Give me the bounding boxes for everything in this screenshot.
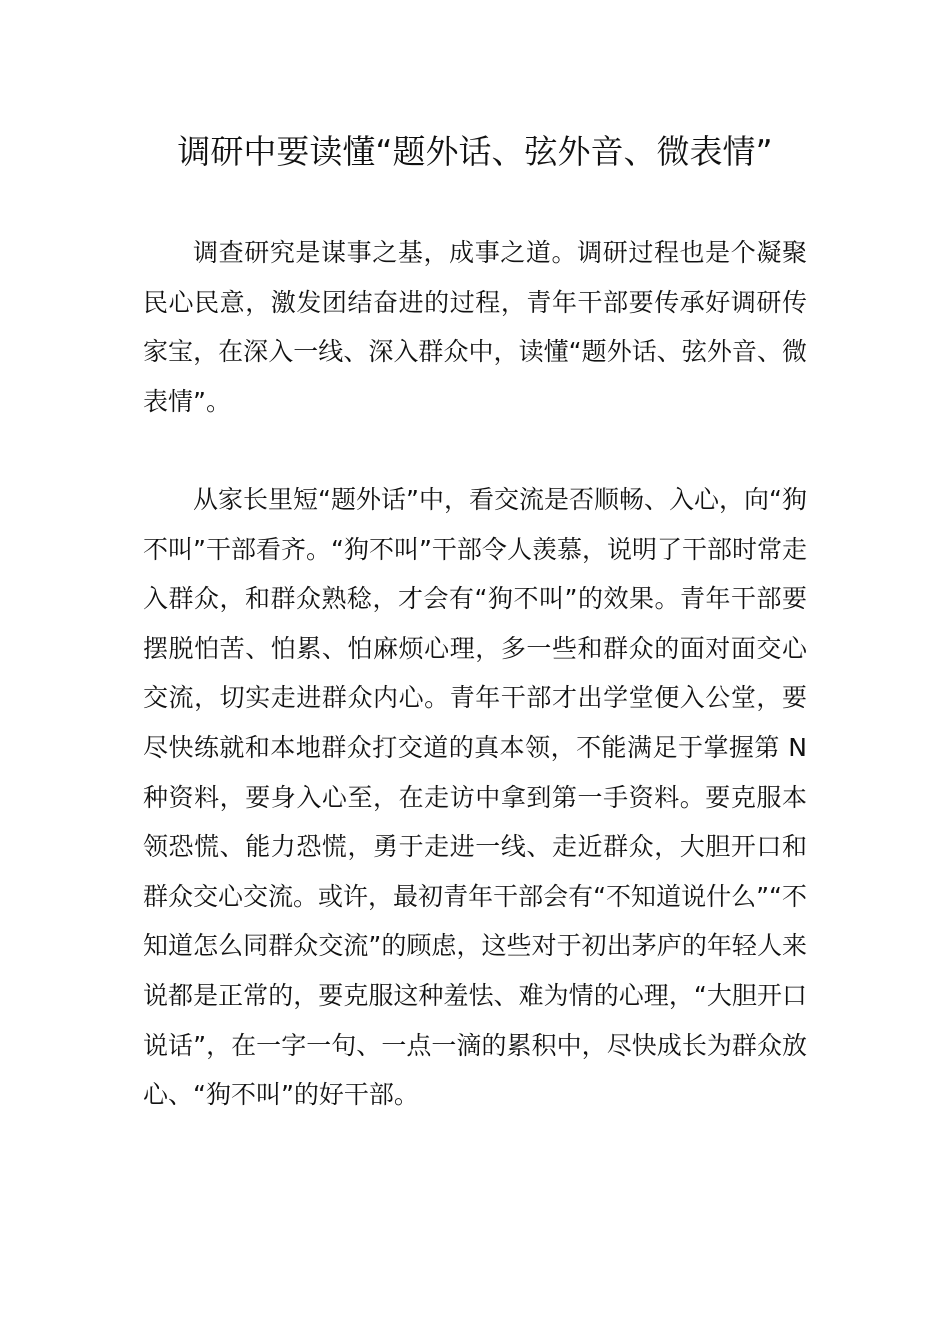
- paragraph-intro: 调查研究是谋事之基，成事之道。调研过程也是个凝聚民心民意，激发团结奋进的过程，青年干部要传承好调研传家宝，在深入一线、深入群众中，读懂“题外话、弦外音、微表情”。: [143, 238, 807, 416]
- document-title: 调研中要读懂“题外话、弦外音、微表情”: [177, 132, 773, 171]
- paragraph-body: 从家长里短“题外话”中，看交流是否顺畅、入心，向“狗不叫”干部看齐。“狗不叫”干部令人羡慕，说明了干部时常走入群众，和群众熟稔，才会有“狗不叫”的效果。青年干部要摆脱怕苦、怕累、怕麻烦心理，多一些和群众的面对面交心交流，切实走进群众内心。青年干部才出学堂便入公堂，要尽快练就和本地群众打交道的真本领，不能满足于掌握第 N 种资料，要身入心至，在走访中拿到第一手资料。要克服本领恐慌、能力恐慌，勇于走进一线、走近群众，大胆开口和群众交心交流。或许，最初青年干部会有“不知道说什么”“不知道怎么同群众交流”的顾虑，这些对于初出茅庐的年轻人来说都是正常的，要克服这种羞怯、难为情的心理，“大胆开口说话”，在一字一句、一点一滴的累积中，尽快成长为群众放心、“狗不叫”的好干部。: [143, 485, 807, 1110]
